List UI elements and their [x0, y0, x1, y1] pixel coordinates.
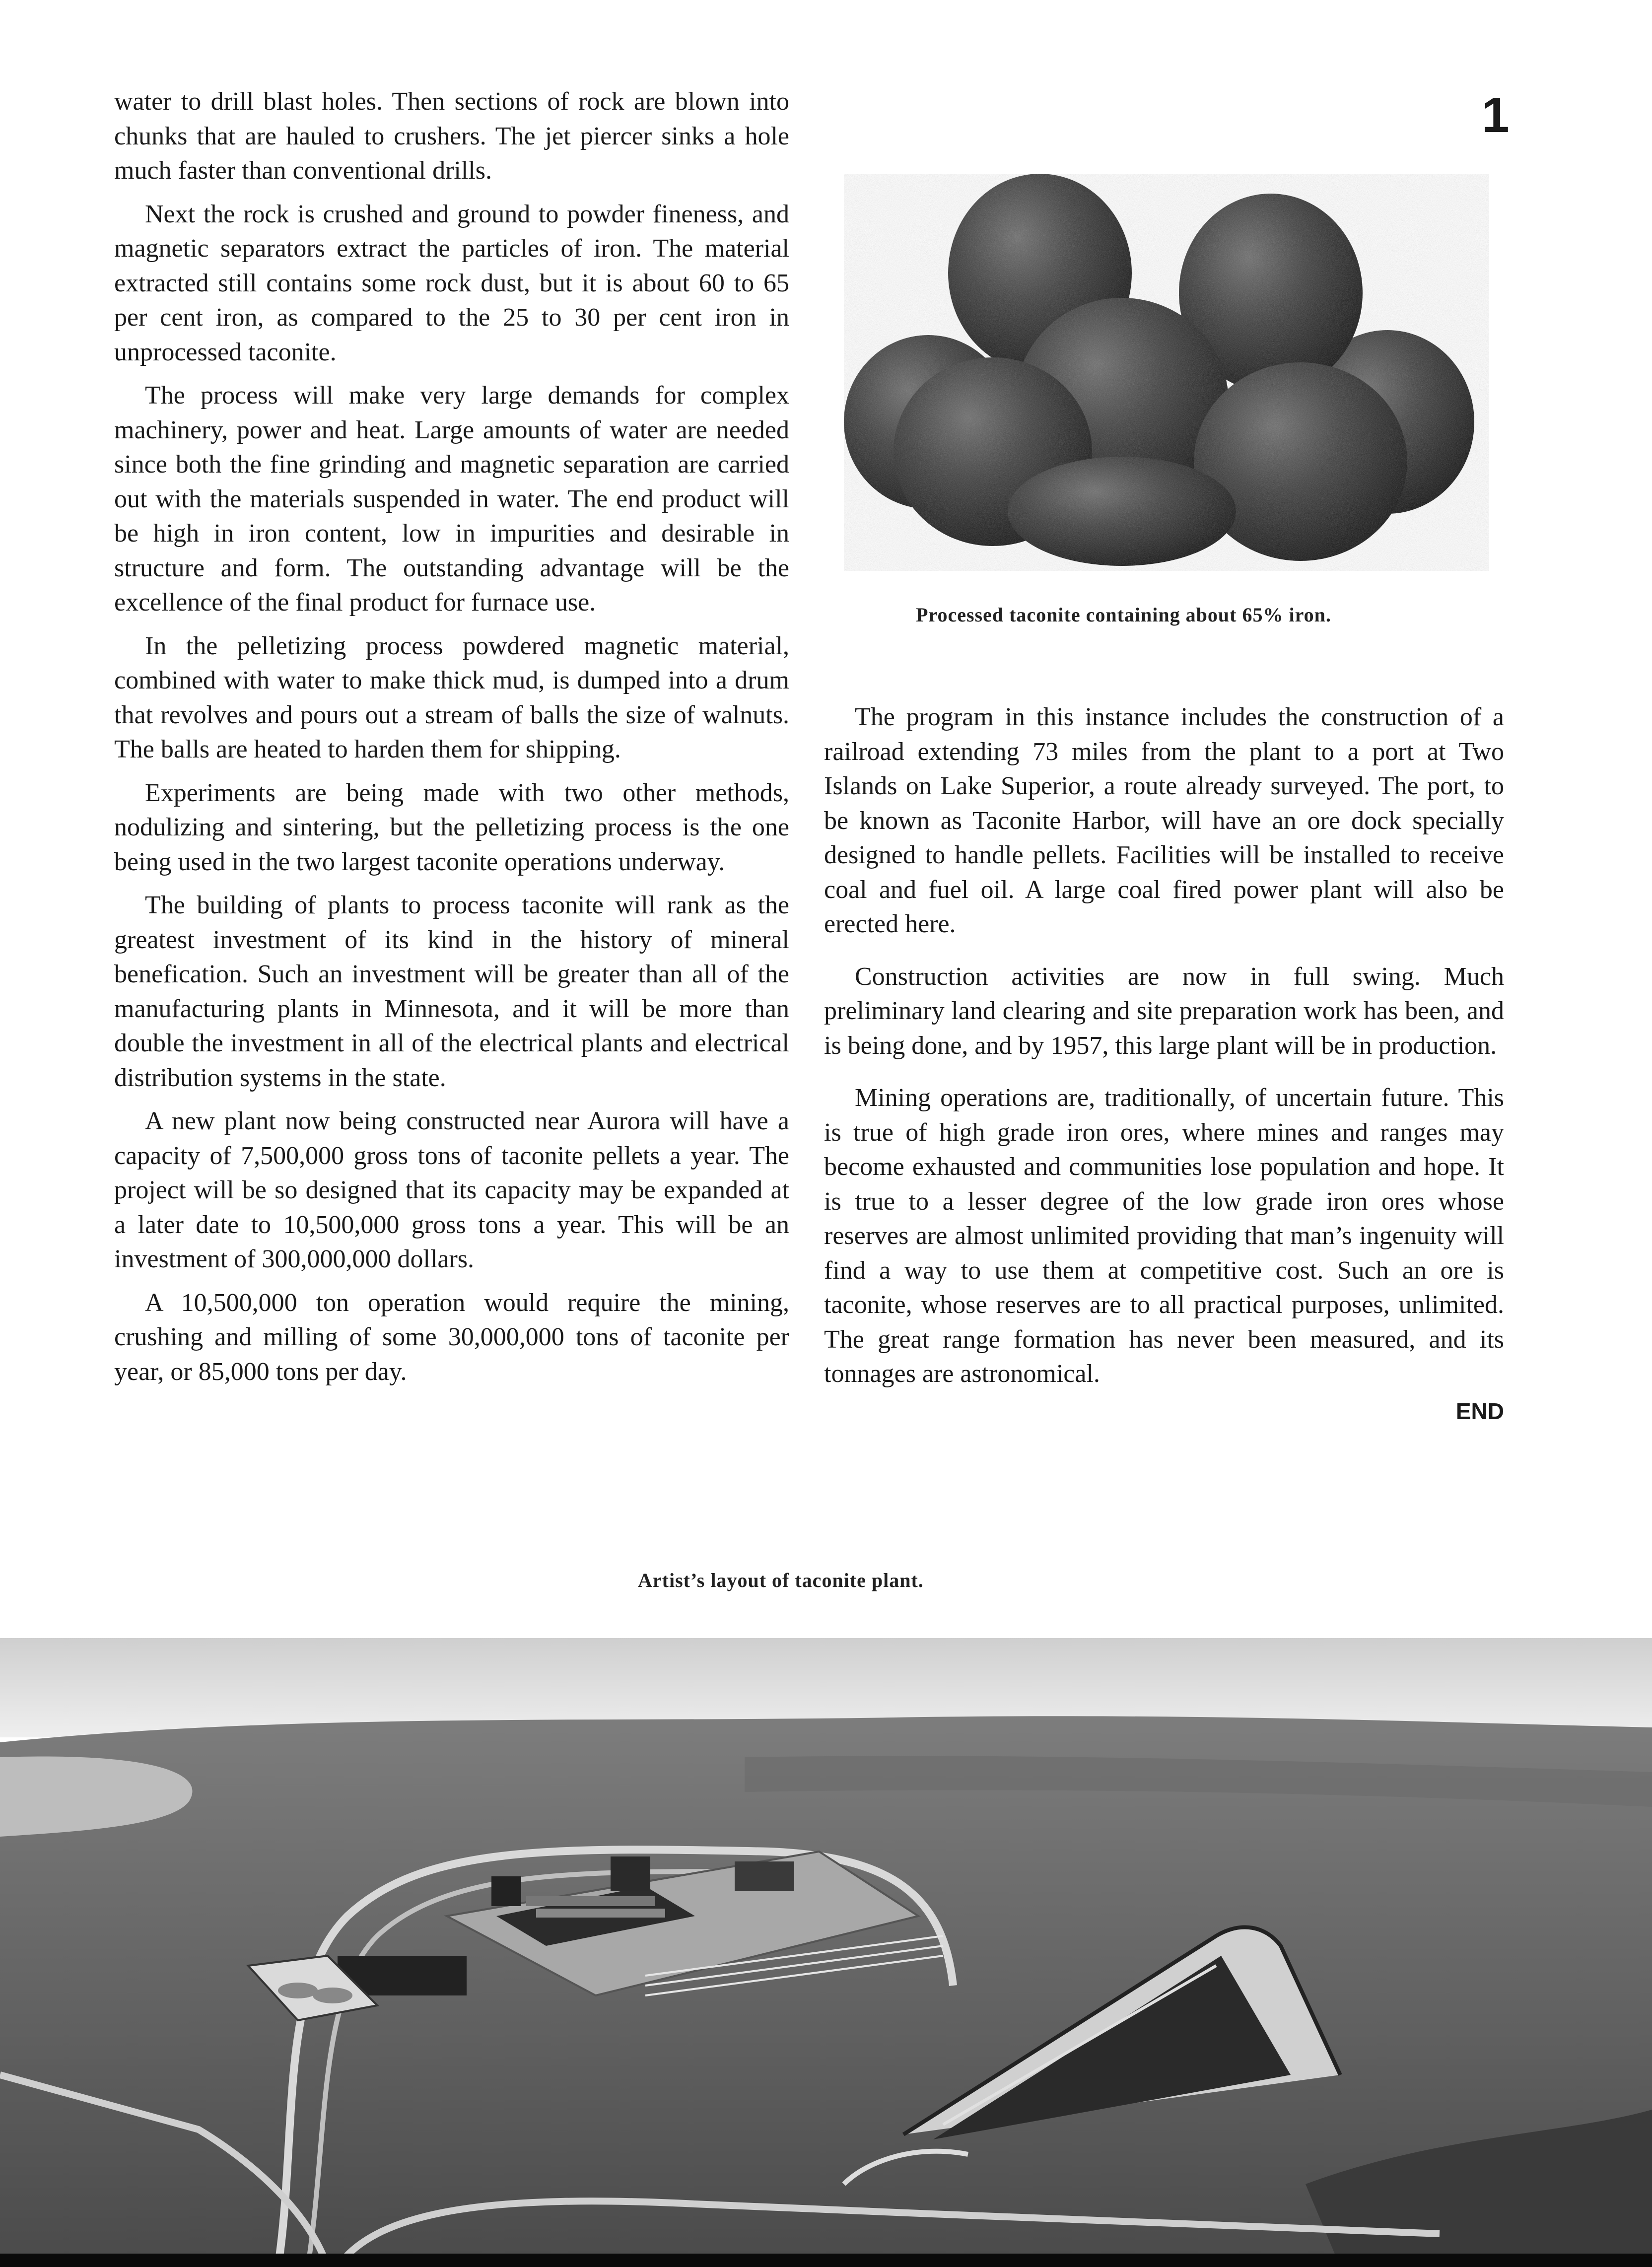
paragraph: A 10,500,000 ton operation would require the mining, crushing and milling of some 30,000,000 tons of taconite per year, or 85,000 tons per day.: [114, 1288, 789, 1386]
paragraph: Construction activities are now in full swing. Much preliminary land clearing and site preparation work has been, and is being done, and by 1957, this large plant will be in production.: [824, 962, 1504, 1060]
paragraph: water to drill blast holes. Then sections of rock are blown into chunks that are hauled to crushers. The jet piercer sinks a hole much faster than conventional drills.: [114, 87, 789, 185]
taconite-plant-illustration: [0, 1638, 1652, 2267]
taconite-pellets-photo: [844, 144, 1489, 571]
left-column: [114, 84, 789, 1398]
page-number: 1: [1482, 87, 1510, 143]
plant-caption: Artist’s layout of taconite plant.: [638, 1569, 924, 1591]
paragraph: A new plant now being constructed near Aurora will have a capacity of 7,500,000 gross tons of taconite pellets a year. The project will be so designed that its capacity may be expanded at a later date to 10,500,000 gross tons a year. This will be an investment of 300,000,000 dollars.: [114, 1107, 789, 1273]
paragraph: Experiments are being made with two other methods, nodulizing and sintering, but the pelletizing process is the one being used in the two largest taconite operations underway.: [114, 778, 789, 876]
right-column: [824, 700, 1504, 1429]
paragraph: Mining operations are, traditionally, of uncertain future. This is true of high grade iron ores, where mines and ranges may become exhausted and communities lose population and hope. It is true to a lesser degree of the low grade iron ores whose reserves are almost unlimited providing that man’s ingenuity will find a way to use them at competitive cost. Such an ore is taconite, whose reserves are to all practical purposes, unlimited. The great range formation has never been measured, and its tonnages are astronomical.: [824, 1084, 1504, 1388]
paragraph: The program in this instance includes the construction of a railroad extending 73 miles from the plant to a port at Two Islands on Lake Superior, a route already surveyed. The port, to be known as Taconite Harbor, will have an ore dock specially designed to handle pellets. Facilities will be installed to receive coal and fuel oil. A large coal fired power plant will also be erected here.: [824, 703, 1504, 938]
end-mark: END: [1455, 1398, 1504, 1424]
paragraph: Next the rock is crushed and ground to powder fineness, and magnetic separators extract the particles of iron. The material extracted still contains some rock dust, but it is about 60 to 65 per cent iron, as compared to the 25 to 30 per cent iron in unprocessed taconite.: [114, 200, 789, 366]
paragraph: The building of plants to process taconite will rank as the greatest investment of its kind in the history of mineral benefication. Such an investment will be greater than all of the manufacturing plants in Minnesota, and it will be more than double the investment in all of the electrical plants and electrical distribution systems in the state.: [114, 891, 789, 1092]
paragraph: In the pelletizing process powdered magnetic material, combined with water to make thick mud, is dumped into a drum that revolves and pours out a stream of balls the size of walnuts. The balls are heated to harden them for shipping.: [114, 631, 789, 763]
pellets-caption: Processed taconite containing about 65% iron.: [916, 604, 1331, 626]
paragraph: The process will make very large demands for complex machinery, power and heat. Large amounts of water are needed since both the fine grinding and magnetic separation are carried out with the materials suspended in water. The end product will be high in iron content, low in impurities and desirable in structure and form. The outstanding advantage will be the excellence of the final product for furnace use.: [114, 381, 789, 617]
